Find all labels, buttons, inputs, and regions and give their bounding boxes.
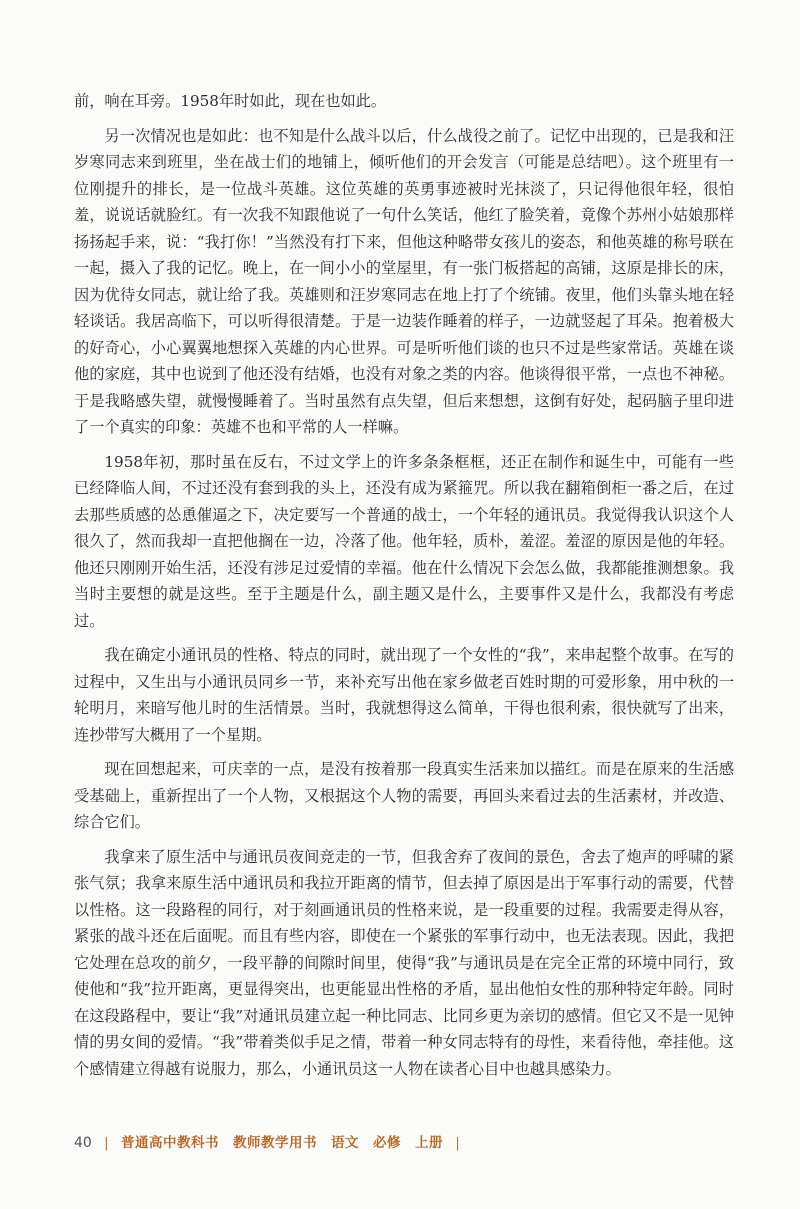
footer-separator-right: | bbox=[455, 1135, 460, 1151]
footer-separator-left: | bbox=[104, 1135, 109, 1151]
paragraph-3: 1958年初，那时虽在反右，不过文学上的许多条条框框，还正在制作和诞生中，可能有一些已经降临人间，不过还没有套到我的头上，还没有成为紧箍咒。所以我在翻箱倒柜一番之后，在过去那些质感的怂恿催逼之下，决定要写一个普通的战士，一个年轻的通讯员。我觉得我认识这个人很久了，然而我却一直把他搁在一边，冷落了他。他年轻，质朴，羞涩。羞涩的原因是他的年轻。他还只刚刚开始生活，还没有涉足过爱情的幸福。他在什么情况下会怎么做，我都能推测想象。我当时主要想的就是这些。至于主题是什么，副主题又是什么，主要事件又是什么，我都没有考虑过。 bbox=[74, 452, 734, 630]
body-text bbox=[74, 88, 734, 1090]
book-title: 普通高中教科书 教师教学用书 语文 必修 上册 bbox=[120, 1135, 443, 1151]
paragraph-2: 另一次情况也是如此：也不知是什么战斗以后，什么战役之前了。记忆中出现的，已是我和汪岁寒同志来到班里，坐在战士们的地铺上，倾听他们的开会发言（可能是总结吧）。这个班里有一位刚提升的排长，是一位战斗英雄。这位英雄的英勇事迹被时光抹淡了，只记得他很年轻，很怕羞，说说话就脸红。有一次我不知跟他说了一句什么笑话，他红了脸笑着，竟像个苏州小姑娘那样扬扬起手来，说：“我打你！”当然没有打下来，但他这种略带女孩儿的姿态，和他英雄的称号联在一起，摄入了我的记忆。晚上，在一间小小的堂屋里，有一张门板搭起的高铺，这原是排长的床，因为优待女同志，就让给了我。英雄则和汪岁寒同志在地上打了个统铺。夜里，他们头靠头地在轻轻谈话。我居高临下，可以听得很清楚。于是一边装作睡着的样子，一边就竖起了耳朵。抱着极大的好奇心，小心翼翼地想探入英雄的内心世界。可是听听他们谈的也只不过是些家常话。英雄在谈他的家庭，其中也说到了他还没有结婚，也没有对象之类的内容。他谈得很平常，一点也不神秘。于是我略感失望，就慢慢睡着了。当时虽然有点失望，但后来想想，这倒有好处，起码脑子里印进了一个真实的印象：英雄不也和平常的人一样嘛。 bbox=[74, 126, 734, 436]
page-footer bbox=[74, 1133, 468, 1153]
page-number: 40 bbox=[74, 1135, 92, 1151]
paragraph-5: 现在回想起来，可庆幸的一点，是没有按着那一段真实生活来加以描红。而是在原来的生活感受基础上，重新捏出了一个人物，又根据这个人物的需要，再回头来看过去的生活素材，并改造、综合它们。 bbox=[74, 760, 734, 831]
paragraph-6: 我拿来了原生活中与通讯员夜间竞走的一节，但我舍弃了夜间的景色，舍去了炮声的呼啸的紧张气氛；我拿来原生活中通讯员和我拉开距离的情节，但去掉了原因是出于军事行动的需要，代替以性格。这一段路程的同行，对于刻画通讯员的性格来说，是一段重要的过程。我需要走得从容，紧张的战斗还在后面呢。而且有些内容，即使在一个紧张的军事行动中，也无法表现。因此，我把它处理在总攻的前夕，一段平静的间隙时间里，使得“我”与通讯员是在完全正常的环境中同行，致使他和“我”拉开距离，更显得突出，也更能显出性格的矛盾，显出他怕女性的那种特定年龄。同时在这段路程中，要让“我”对通讯员建立起一种比同志、比同乡更为亲切的感情。但它又不是一见钟情的男女间的爱情。“我”带着类似手足之情，带着一种女同志特有的母性，来看待他，牵挂他。这个感情建立得越有说服力，那么，小通讯员这一人物在读者心目中也越具感染力。 bbox=[74, 847, 734, 1078]
paragraph-1: 前，响在耳旁。1958年时如此，现在也如此。 bbox=[74, 92, 387, 110]
paragraph-4: 我在确定小通讯员的性格、特点的同时，就出现了一个女性的“我”，来串起整个故事。在写的过程中，又生出与小通讯员同乡一节，来补充写出他在家乡做老百姓时期的可爱形象，用中秋的一轮明月，来暗写他儿时的生活情景。当时，我就想得这么简单，干得也很利索，很快就写了出来，连抄带写大概用了一个星期。 bbox=[74, 646, 734, 744]
